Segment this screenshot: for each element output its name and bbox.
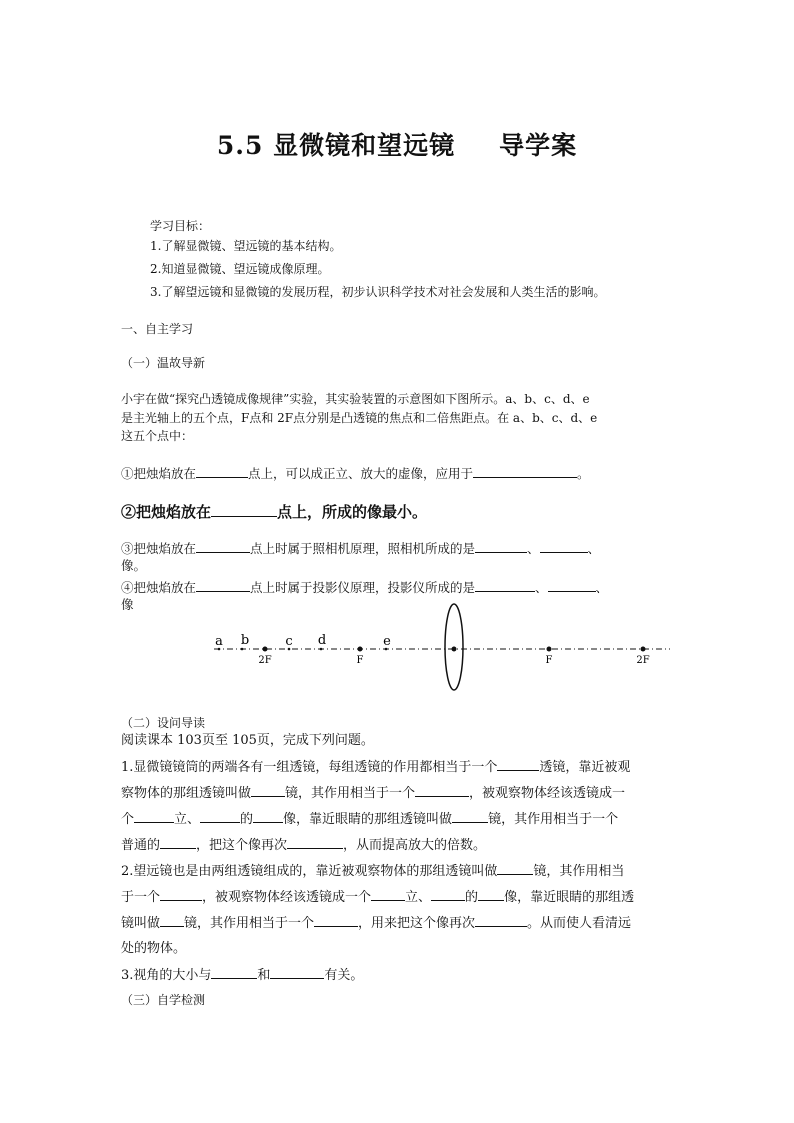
right-f-dot (547, 647, 552, 652)
question-3-end: 像。 (121, 558, 147, 573)
left-2f-dot (263, 647, 268, 652)
title-suffix: 导学案 (499, 131, 578, 160)
paragraph-1-line-1: 1.显微镜镜筒的两端各有一组透镜，每组透镜的作用都相当于一个 透镜，靠近被观 (121, 760, 631, 775)
point-b-dot (241, 648, 244, 651)
label-a: a (215, 634, 223, 649)
section-heading: 一、自主学习 (121, 322, 194, 336)
question-1: ①把烛焰放在 点上，可以成正立、放大的虚像，应用于 。 (121, 466, 590, 481)
lens-diagram (0, 600, 794, 700)
label-right-2f: 2F (636, 655, 650, 666)
paragraph-2-line-3: 镜叫做 镜，其作用相当于一个 ，用来把这个像再次 。从而使人看清远 (121, 916, 632, 931)
intro-line-3: 这五个点中： (121, 429, 194, 443)
paragraph-1-line-3: 个 立、 的 像，靠近眼睛的那组透镜叫做 镜，其作用相当于一个 (121, 812, 619, 827)
objective-item-1: 1.了解显微镜、望远镜的基本结构。 (150, 239, 342, 253)
label-e: e (383, 634, 391, 649)
paragraph-2-line-4: 处的物体。 (121, 941, 187, 956)
objectives-heading: 学习目标： (150, 219, 211, 233)
right-2f-dot (641, 647, 646, 652)
subsection-heading-1: （一）温故导新 (121, 356, 206, 370)
left-f-dot (358, 647, 363, 652)
label-d: d (317, 633, 327, 648)
label-b: b (240, 633, 250, 648)
label-right-f: F (545, 655, 553, 666)
paragraph-1-line-2: 察物体的那组透镜叫做 镜，其作用相当于一个 ，被观察物体经该透镜成一 (121, 786, 626, 801)
subsection-heading-2: （二）设问导读 (121, 716, 206, 730)
label-left-f: F (356, 655, 364, 666)
optical-center-dot (452, 647, 457, 652)
intro-line-2: 是主光轴上的五个点，F点和 2F点分别是凸透镜的焦点和二倍焦距点。在 a、b、c、d、e (121, 411, 598, 425)
question-4-end: 像 (121, 597, 134, 612)
question-2: ②把烛焰放在 点上，所成的像最小。 (121, 503, 428, 521)
paragraph-1-line-4: 普通的 ，把这个像再次 ，从而提高放大的倍数。 (121, 838, 487, 853)
paragraph-2-line-1: 2.望远镜也是由两组透镜组成的，靠近被观察物体的那组透镜叫做 镜，其作用相当 (121, 864, 625, 879)
paragraph-2-line-2: 于一个 ，被观察物体经该透镜成一个 立、 的 像，靠近眼睛的那组透 (121, 890, 635, 905)
objective-item-3: 3.了解望远镜和显微镜的发展历程，初步认识科学技术对社会发展和人类生活的影响。 (150, 285, 606, 299)
point-d-dot (320, 648, 323, 651)
label-c: c (285, 634, 293, 649)
reading-instruction: 阅读课本 103页至 105页，完成下列问题。 (121, 733, 374, 748)
question-4: ④把烛焰放在 点上时属于投影仪原理，投影仪所成的是 、 、 (121, 580, 609, 595)
page-title (0, 126, 794, 162)
title-main: 5.5 显微镜和望远镜 (216, 131, 456, 160)
subsection-heading-3: （三）自学检测 (121, 993, 206, 1007)
objective-item-2: 2.知道显微镜、望远镜成像原理。 (150, 262, 330, 276)
paragraph-3: 3.视角的大小与 和 有关。 (121, 968, 364, 983)
label-left-2f: 2F (258, 655, 272, 666)
intro-line-1: 小宇在做“探究凸透镜成像规律”实验，其实验装置的示意图如下图所示。a、b、c、d、e (121, 392, 590, 406)
question-3: ③把烛焰放在 点上时属于照相机原理，照相机所成的是 、 、 (121, 541, 601, 556)
